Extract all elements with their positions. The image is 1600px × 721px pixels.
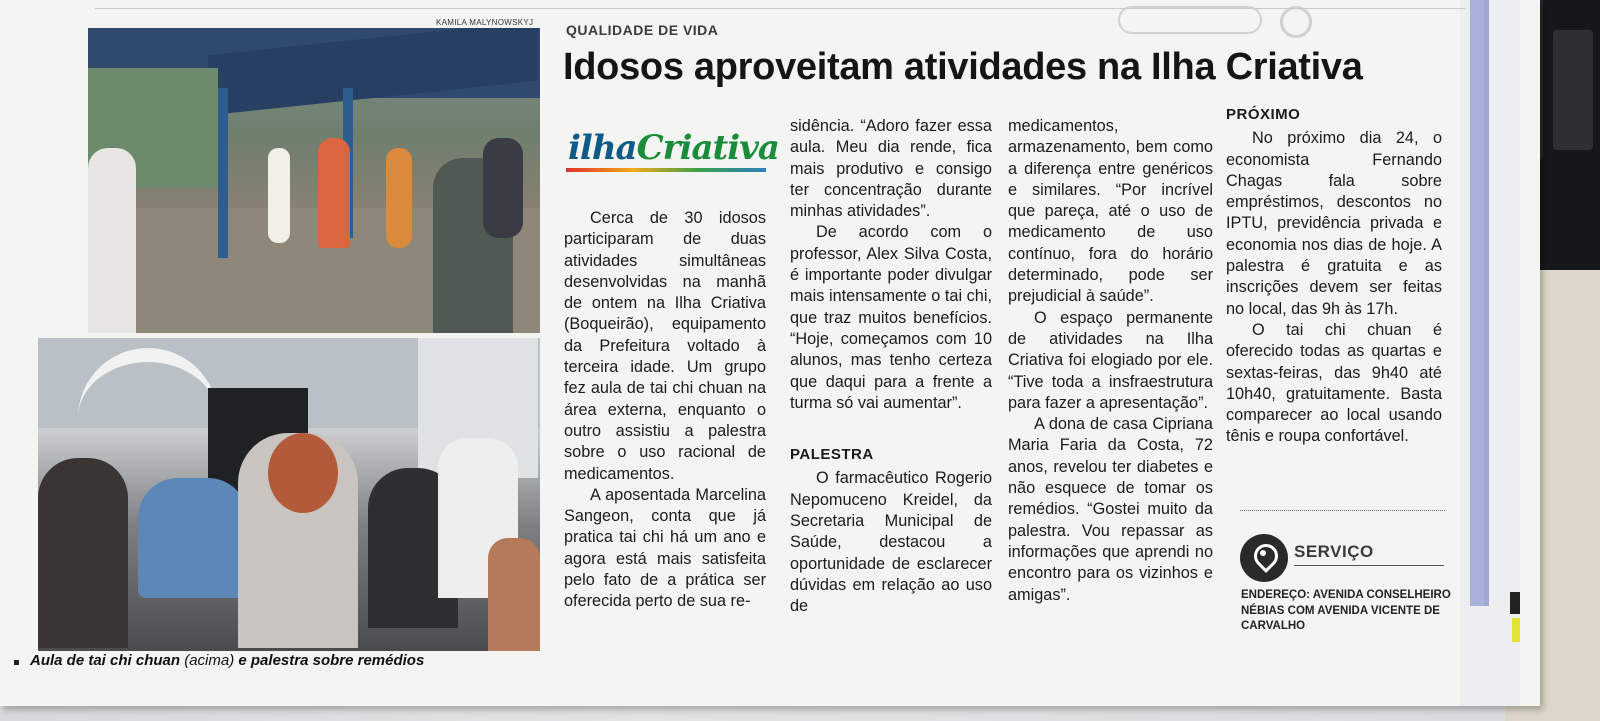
paragraph: A aposentada Marcelina Sangeon, conta que já pratica tai chi há um ano e agora está mais satisfeita pelo fato de a prática ser oferecida perto de sua re- bbox=[564, 485, 766, 611]
side-color-rule-shade bbox=[1484, 0, 1489, 606]
paragraph: sidência. “Adoro fazer essa aula. Meu dia rende, fica mais produtivo e consigo ter concentração durante minhas atividades”. bbox=[790, 117, 992, 221]
top-rule bbox=[95, 8, 1465, 9]
article-column-1 bbox=[564, 208, 766, 613]
headline: Idosos aproveitam atividades na Ilha Criativa bbox=[563, 46, 1363, 88]
article-column-2 bbox=[790, 116, 992, 618]
paragraph: O espaço permanente de atividades na Ilha Criativa foi elogiado por ele. “Tive toda a insfraestrutura para fazer a apresentação”. bbox=[1008, 308, 1213, 412]
photo-caption: Aula de tai chi chuan (acima) e palestra sobre remédios bbox=[30, 652, 425, 669]
photo-tai-chi bbox=[88, 28, 540, 333]
print-mark-yellow bbox=[1512, 618, 1520, 642]
paragraph: A dona de casa Cipriana Maria Faria da Costa, 72 anos, revelou ter diabetes e não esquece de tomar os remédios. “Gostei muito da palestra. Vou repassar as informações que aprendi no encontro para os vizinhos e amigas”. bbox=[1008, 415, 1213, 604]
photo-credit: KAMILA MALYNOWSKYJ bbox=[436, 18, 534, 27]
ilha-criativa-logo: ilhaCriativa bbox=[562, 124, 778, 180]
print-mark bbox=[1510, 592, 1520, 614]
bleed-through bbox=[1080, 0, 1460, 40]
paragraph: O tai chi chuan é oferecido todas as quartas e sextas-feiras, das 9h40 até 10h40, gratuitamente. Basta comparecer ao local usando tênis e roupa confortável. bbox=[1226, 320, 1442, 446]
service-title: SERVIÇO bbox=[1294, 542, 1374, 561]
article-column-3 bbox=[1008, 116, 1213, 606]
service-rule bbox=[1294, 565, 1444, 566]
location-pin-icon bbox=[1240, 534, 1288, 582]
caption-bullet bbox=[14, 660, 19, 665]
article-column-4 bbox=[1226, 104, 1442, 448]
paragraph: Cerca de 30 idosos participaram de duas atividades simultâneas desenvolvidas na manhã de ontem na Ilha Criativa (Boqueirão), equipamento da Prefeitura voltado à terceira idade. Um grupo fez aula de tai chi chuan na área externa, enquanto o outro assistiu a palestra sobre o uso racional de medicamentos. bbox=[564, 209, 766, 483]
subheading-palestra: PALESTRA bbox=[790, 446, 874, 464]
paragraph: De acordo com o professor, Alex Silva Costa, é importante poder divulgar mais intensamente o tai chi, que traz muitos benefícios. “Hoje, começamos com 10 alunos, mas tenho certeza que daqui para a frente a turma só vai aumentar”. bbox=[790, 223, 992, 412]
photo-lecture bbox=[38, 338, 540, 651]
separator bbox=[1240, 510, 1445, 511]
side-color-rule bbox=[1470, 0, 1484, 606]
section-kicker: QUALIDADE DE VIDA bbox=[566, 22, 719, 38]
subheading-proximo: PRÓXIMO bbox=[1226, 106, 1301, 123]
paragraph: No próximo dia 24, o economista Fernando Chagas fala sobre empréstimos, descontos no IPTU, previdência privada e economia nos dias de hoje. A palestra é gratuita e as inscrições devem ser feitas no local, das 9h às 17h. bbox=[1226, 129, 1442, 318]
paragraph: O farmacêutico Rogerio Nepomuceno Kreidel, da Secretaria Municipal de Saúde, destacou a oportunidade de esclarecer dúvidas em relação ao uso de bbox=[790, 469, 992, 616]
paragraph: medicamentos, armazenamento, bem como a diferença entre genéricos e similares. “Por incrível que pareça, até o uso de medicamento de uso contínuo, fora do horário determinado, pode ser prejudicial à saúde”. bbox=[1008, 117, 1213, 306]
service-address: ENDEREÇO: AVENIDA CONSELHEIRO NÉBIAS COM AVENIDA VICENTE DE CARVALHO bbox=[1241, 589, 1451, 632]
